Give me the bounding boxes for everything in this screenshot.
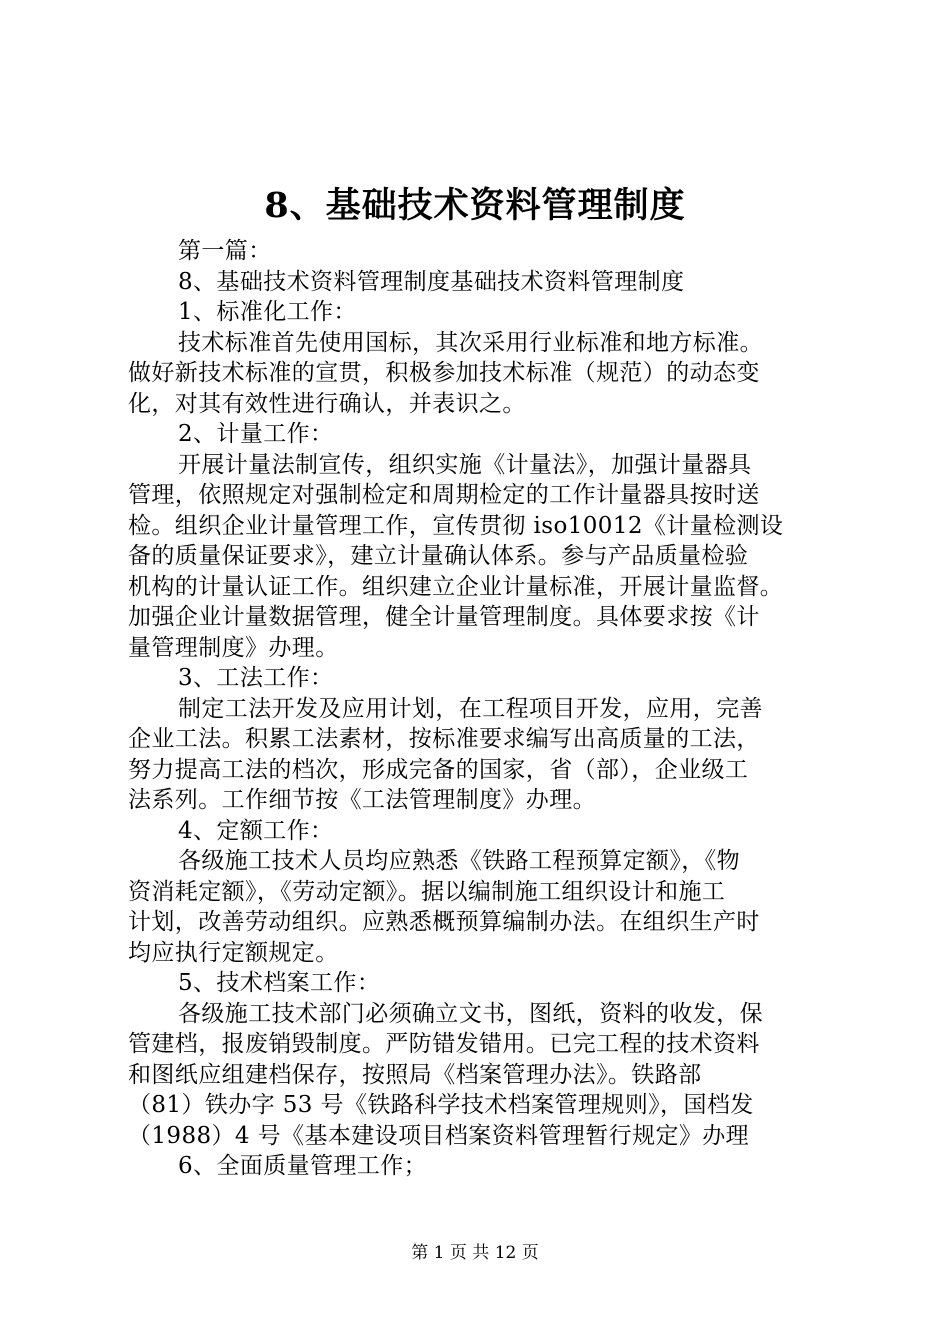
body-line: 化，对其有效性进行确认，并表识之。 xyxy=(128,390,526,417)
body-line: 8、基础技术资料管理制度基础技术资料管理制度 xyxy=(178,268,685,295)
body-line: 努力提高工法的档次，形成完备的国家，省（部），企业级工 xyxy=(128,756,749,783)
body-line: 机构的计量认证工作。组织建立企业计量标准，开展计量监督。 xyxy=(128,573,784,600)
body-line: 5、技术档案工作： xyxy=(178,970,381,996)
body-line: 做好新技术标准的宣贯，积极参加技术标准（规范）的动态变 xyxy=(128,360,760,386)
body-line: 4、定额工作： xyxy=(178,817,334,844)
body-line: 均应执行定额规定。 xyxy=(128,939,339,966)
body-line: 和图纸应组建档保存，按照局《档案管理办法》。铁路部 xyxy=(128,1061,702,1088)
body-line: 企业工法。积累工法素材，按标准要求编写出高质量的工法， xyxy=(128,726,760,752)
body-line: 各级施工技术部门必须确立文书，图纸，资料的收发，保 xyxy=(178,1000,763,1027)
body-line: 1、标准化工作： xyxy=(178,299,357,325)
page-footer: 第 1 页 共 12 页 xyxy=(411,1243,539,1263)
body-line: 资消耗定额》，《劳动定额》。据以编制施工组织设计和施工 xyxy=(128,878,726,905)
document-body xyxy=(128,236,828,1182)
body-line: 管建档，报废销毁制度。严防错发错用。已完工程的技术资料 xyxy=(128,1031,760,1057)
body-line: 计划，改善劳动组织。应熟悉概预算编制办法。在组织生产时 xyxy=(128,909,760,935)
body-line: （81）铁办字 53 号《铁路科学技术档案管理规则》，国档发 xyxy=(128,1092,754,1118)
body-line: 检。组织企业计量管理工作，宣传贯彻 iso10012《计量检测设 xyxy=(128,512,784,539)
body-line: 法系列。工作细节按《工法管理制度》办理。 xyxy=(128,787,596,813)
body-line: 加强企业计量数据管理，健全计量管理制度。具体要求按《计 xyxy=(128,604,760,630)
body-line: 量管理制度》办理。 xyxy=(128,634,339,661)
body-line: 开展计量法制宣传，组织实施《计量法》，加强计量器具 xyxy=(178,451,752,478)
body-line: 技术标准首先使用国标，其次采用行业标准和地方标准。 xyxy=(178,329,763,356)
body-line: 制定工法开发及应用计划，在工程项目开发，应用，完善 xyxy=(178,695,763,722)
body-line: 第一篇： xyxy=(178,238,272,264)
body-line: 6、全面质量管理工作； xyxy=(178,1153,428,1179)
body-line: 备的质量保证要求》，建立计量确认体系。参与产品质量检验 xyxy=(128,543,749,569)
body-line: 管理，依照规定对强制检定和周期检定的工作计量器具按时送 xyxy=(128,482,760,508)
body-line: 各级施工技术人员均应熟悉《铁路工程预算定额》，《物 xyxy=(178,848,740,874)
body-line: 3、工法工作： xyxy=(178,665,334,691)
body-line: 2、计量工作： xyxy=(178,421,334,447)
body-line: （1988）4 号《基本建设项目档案资料管理暂行规定》办理 xyxy=(128,1122,750,1149)
document-title: 8、基础技术资料管理制度 xyxy=(264,185,686,226)
